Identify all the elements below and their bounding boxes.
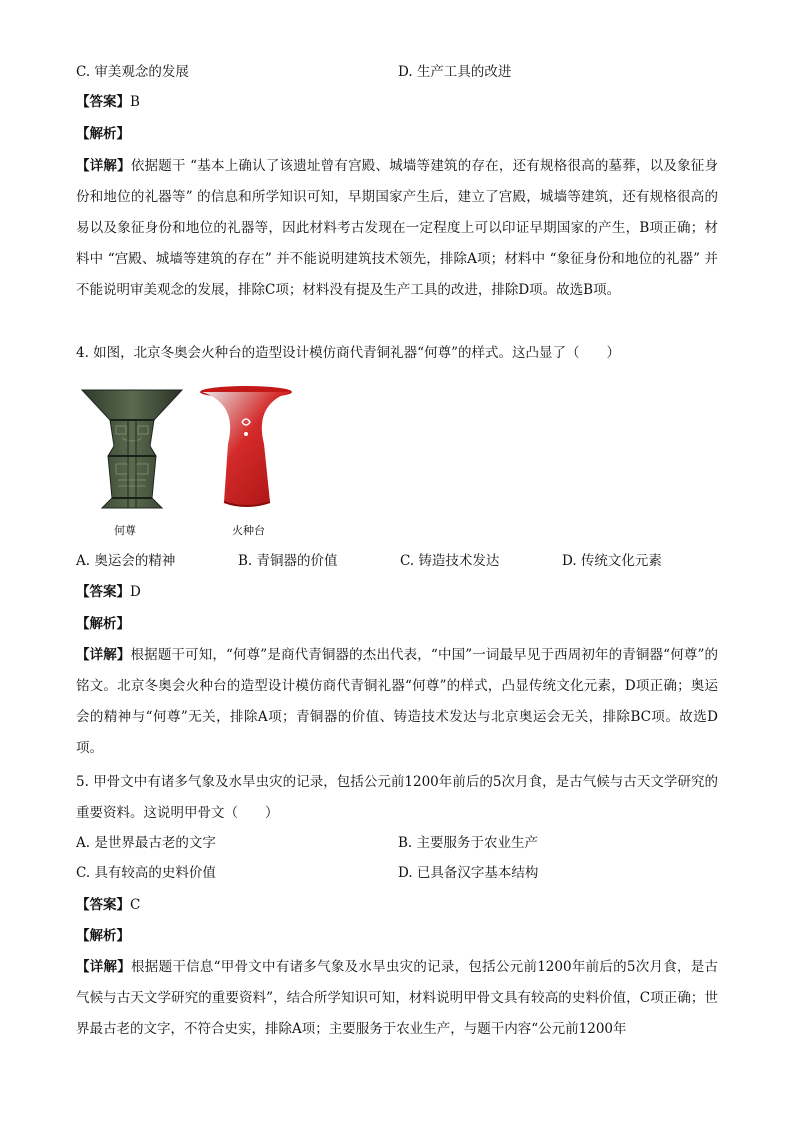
caption-torch-stand: 火种台	[232, 524, 265, 537]
answer-value: B	[130, 94, 140, 110]
answer-label: 【答案】	[76, 897, 130, 913]
detail-text: 依据题干 “基本上确认了该遗址曾有宫殿、城墙等建筑的存在，还有规格很高的墓葬，以及象征身份和地位的礼器等” 的信息和所学知识可知，早期国家产生后，建立了宫殿，城墙等建筑，还有规格很高的易以及象征身份和地位的礼器等，因此材料考古发现在一定程度上可以印证早期国家的产生，B项正确；材料中 “宫殿、城墙等建筑的存在” 并不能说明建筑技术领先，排除A项；材料中 “象征身份和地位的礼器” 并不能说明审美观念的发展，排除C项；材料没有提及生产工具的改进，排除D项。故选B项。	[76, 158, 718, 298]
q3-option-d: D. 生产工具的改进	[398, 64, 512, 80]
answer-label: 【答案】	[76, 94, 130, 110]
answer-label: 【答案】	[76, 584, 130, 600]
detail-label: 【详解】	[76, 158, 131, 174]
detail-label: 【详解】	[76, 959, 132, 975]
answer-value: D	[130, 584, 141, 600]
q5-analysis-label: 【解析】	[76, 928, 130, 944]
q4-answer	[76, 582, 141, 602]
detail-label: 【详解】	[76, 647, 131, 663]
q3-analysis-label: 【解析】	[76, 126, 130, 142]
q5-detail	[76, 952, 718, 1045]
q4-option-d: D. 传统文化元素	[562, 553, 662, 569]
q3-answer	[76, 92, 140, 112]
q5-option-c: C. 具有较高的史料价值	[76, 865, 216, 881]
answer-value: C	[130, 897, 141, 913]
q4-option-b: B. 青铜器的价值	[238, 553, 338, 569]
q4-stem: 4. 如图，北京冬奥会火种台的造型设计模仿商代青铜礼器“何尊”的样式。这凸显了（ ）	[76, 345, 620, 361]
q4-option-a: A. 奥运会的精神	[76, 553, 176, 569]
q5-option-a: A. 是世界最古老的文字	[76, 835, 216, 851]
q4-option-c: C. 铸造技术发达	[400, 553, 500, 569]
q3-option-c: C. 审美观念的发展	[76, 64, 189, 80]
q4-detail	[76, 640, 718, 764]
q5-option-b: B. 主要服务于农业生产	[398, 835, 539, 851]
detail-text: 根据题干信息“甲骨文中有诸多气象及水旱虫灾的记录，包括公元前1200年前后的5次月食，是古气候与古天文学研究的重要资料”，结合所学知识可知，材料说明甲骨文具有较高的史料价值，C项正确；世界最古老的文字，不符合史实，排除A项；主要服务于农业生产，与题干内容“公元前1200年	[76, 959, 718, 1037]
q5-answer	[76, 895, 140, 915]
q5-stem: 5. 甲骨文中有诸多气象及水旱虫灾的记录，包括公元前1200年前后的5次月食，是古气候与古天文学研究的重要资料。这说明甲骨文（ ）	[76, 774, 718, 821]
q4-analysis-label: 【解析】	[76, 616, 130, 632]
q5-option-d: D. 已具备汉字基本结构	[398, 865, 539, 881]
q3-detail	[76, 151, 718, 306]
detail-text: 根据题干可知，“何尊”是商代青铜器的杰出代表，“中国”一词最早见于西周初年的青铜器“何尊”的铭文。北京冬奥会火种台的造型设计模仿商代青铜礼器“何尊”的样式，凸显传统文化元素，D项正确；奥运会的精神与“何尊”无关，排除A项；青铜器的价值、铸造技术发达与北京奥运会无关，排除BC项。故选D项。	[76, 647, 718, 756]
caption-he-zun: 何尊	[114, 524, 136, 537]
torch-stand-image	[198, 384, 294, 512]
he-zun-image	[78, 386, 186, 510]
